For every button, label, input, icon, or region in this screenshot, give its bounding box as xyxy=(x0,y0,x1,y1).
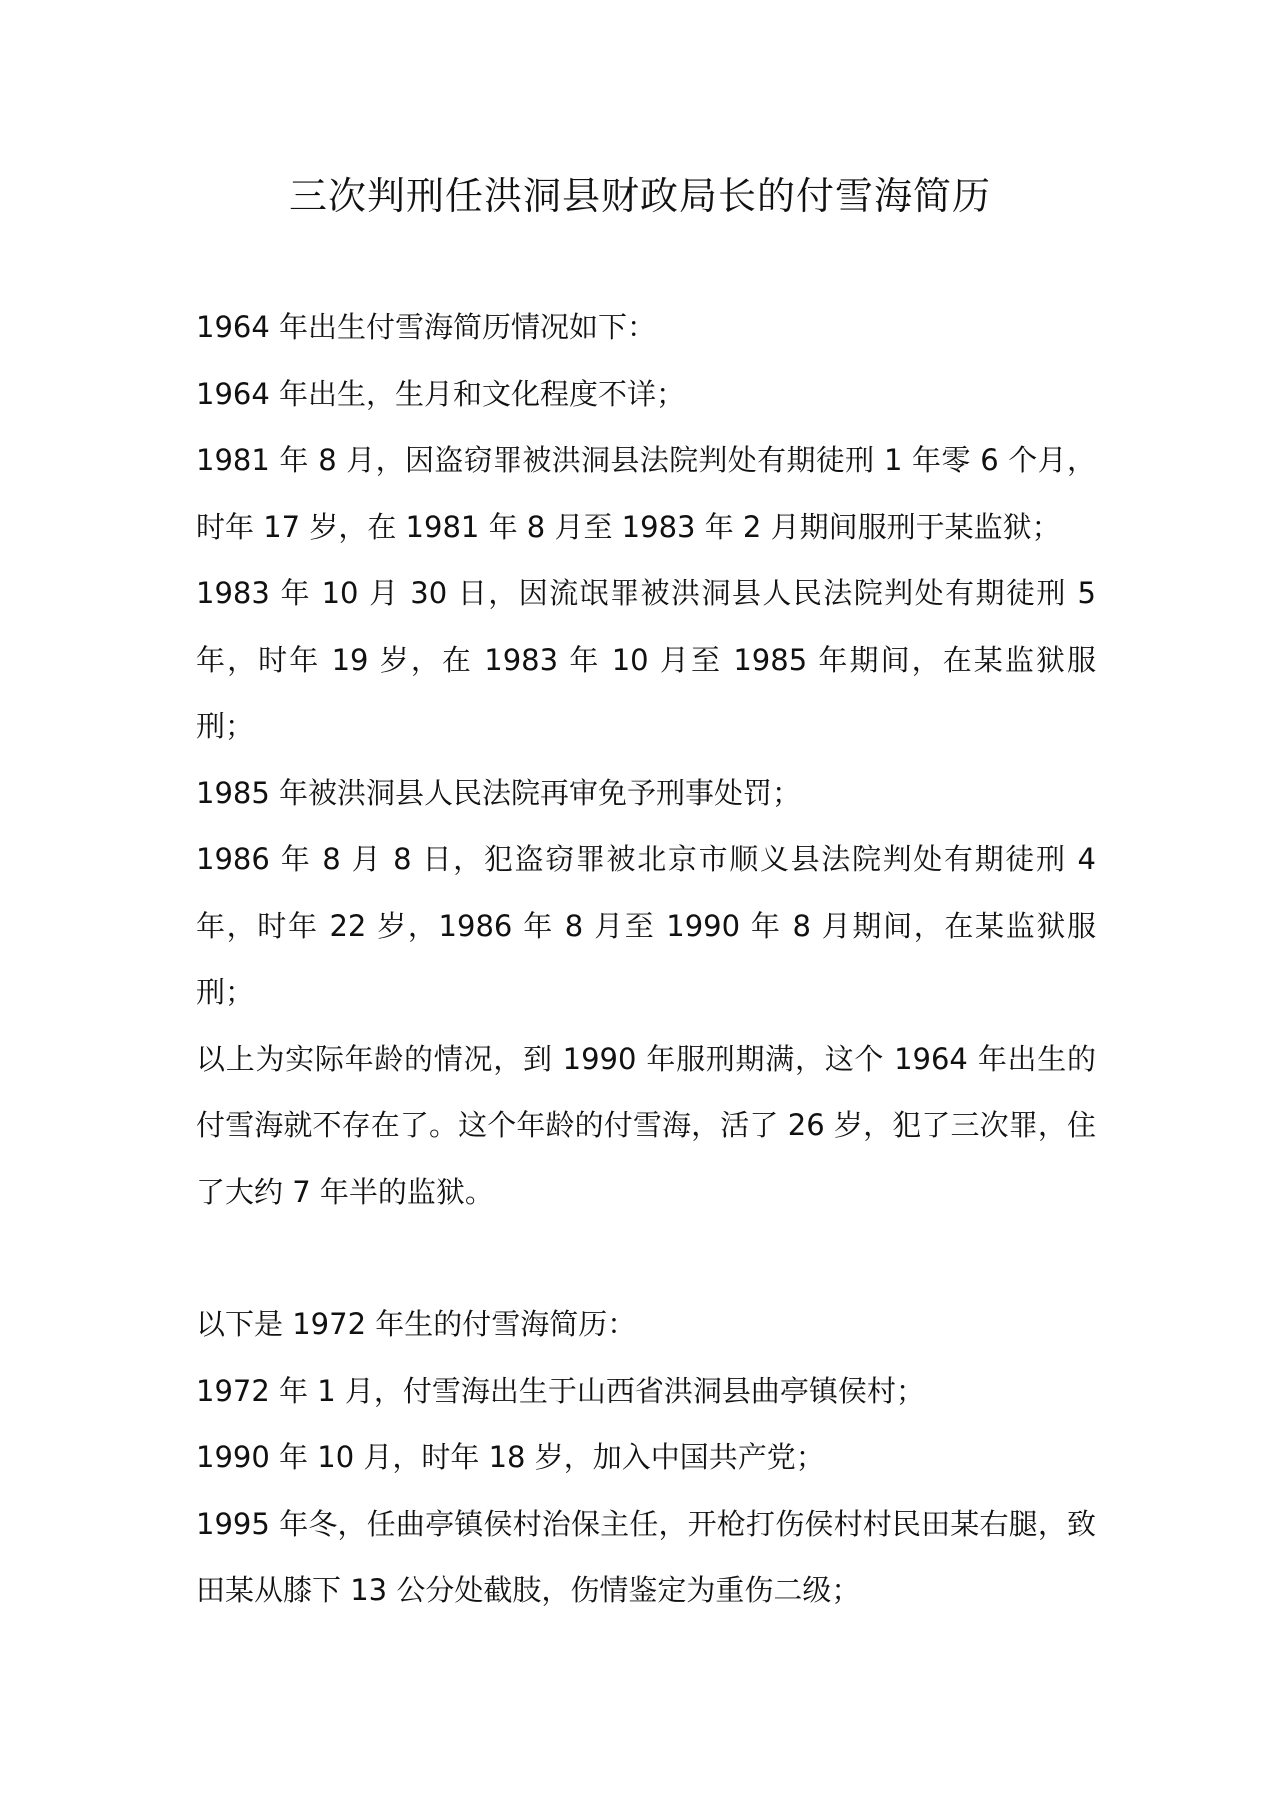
section1-item: 1985 年被洪洞县人民法院再审免予刑事处罚； xyxy=(196,775,802,810)
document-title: 三次判刑任洪洞县财政局长的付雪海简历 xyxy=(288,174,991,218)
section1-item: 1983 年 10 月 30 日，因流氓罪被洪洞县人民法院判处有期徒刑 5 年，时年 19 岁，在 1983 年 10 月至 1985 年期间，在某监狱服刑； xyxy=(196,576,1096,743)
document-body xyxy=(196,294,1096,1624)
section2-item: 1995 年冬，任曲亭镇侯村治保主任，开枪打伤侯村村民田某右腿，致田某从膝下 13 公分处截肢，伤情鉴定为重伤二级； xyxy=(196,1506,1096,1607)
section2-item: 1990 年 10 月，时年 18 岁，加入中国共产党； xyxy=(196,1440,825,1474)
section1-item: 1964 年出生，生月和文化程度不详； xyxy=(196,376,686,411)
section1-intro: 1964 年出生付雪海简历情况如下： xyxy=(196,310,657,344)
section1-item: 1986 年 8 月 8 日，犯盗窃罪被北京市顺义县法院判处有期徒刑 4 年，时年 22 岁，1986 年 8 月至 1990 年 8 月期间，在某监狱服刑； xyxy=(196,842,1096,1009)
section2-intro: 以下是 1972 年生的付雪海简历： xyxy=(196,1307,637,1341)
section1-item: 1981 年 8 月，因盗窃罪被洪洞县法院判处有期徒刑 1 年零 6 个月，时年 17 岁，在 1981 年 8 月至 1983 年 2 月期间服刑于某监狱； xyxy=(196,443,1096,544)
section2-item: 1972 年 1 月，付雪海出生于山西省洪洞县曲亭镇侯村； xyxy=(196,1373,925,1408)
section1-summary: 以上为实际年龄的情况，到 1990 年服刑期满，这个 1964 年出生的付雪海就不存在了。这个年龄的付雪海，活了 26 岁，犯了三次罪，住了大约 7 年半的监狱。 xyxy=(196,1041,1096,1209)
